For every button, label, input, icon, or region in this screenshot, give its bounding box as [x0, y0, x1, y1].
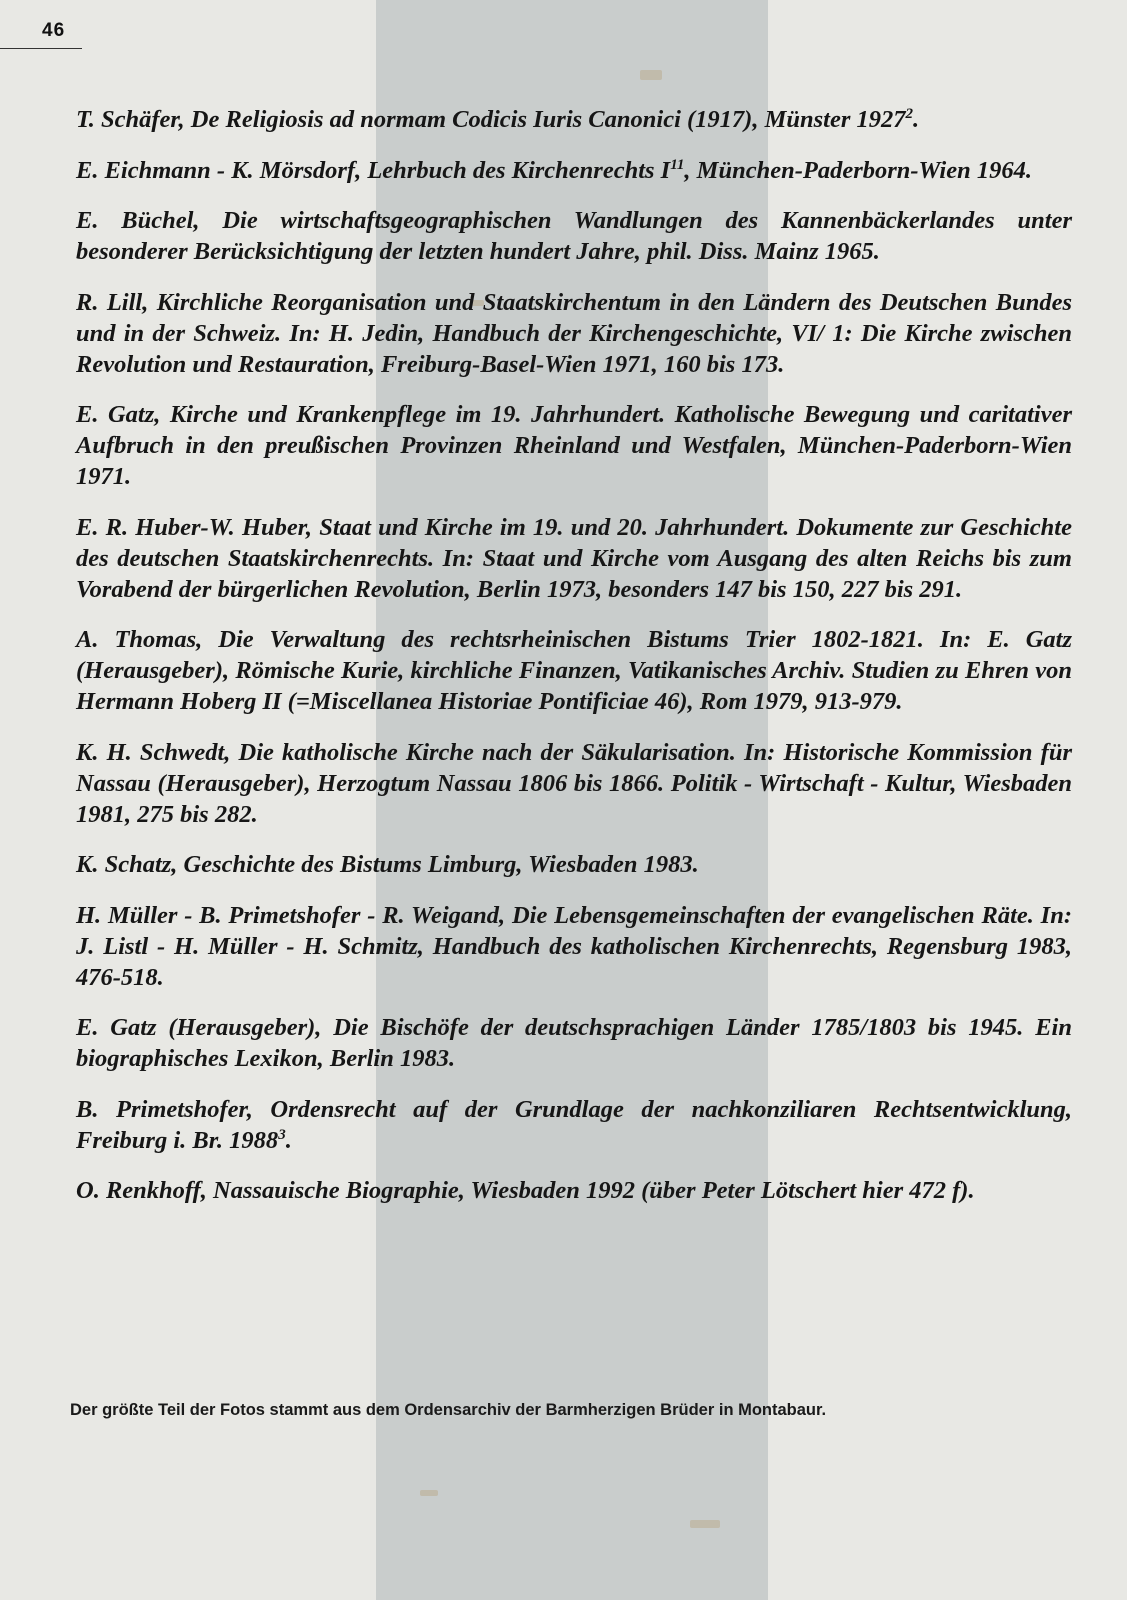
entry-superscript: 11	[670, 156, 685, 173]
entry-text: T. Schäfer, De Religiosis ad normam Codicis Iuris Canonici (1917), Münster 1927	[76, 106, 906, 133]
bibliography-entry	[76, 205, 1072, 267]
entry-text: K. H. Schwedt, Die katholische Kirche nach der Säkularisation. In: Historische Kommission für Nassau (Herausgeber), Herzogtum Nassau 1806 bis 1866. Politik - Wirtschaft - Kultur, Wiesbaden 1981, 275 bis 282.	[76, 738, 1072, 828]
bibliography-entry	[76, 287, 1072, 380]
entry-tail: , München-Paderborn-Wien 1964.	[684, 156, 1032, 184]
entry-text: E. Gatz, Kirche und Krankenpflege im 19. Jahrhundert. Katholische Bewegung und caritativer Aufbruch in den preußischen Provinzen Rheinland und Westfalen, München-Paderborn-Wien 1971.	[76, 401, 1072, 490]
bibliography-entry	[76, 104, 1072, 135]
bibliography-entry	[76, 512, 1072, 605]
entry-superscript: 3	[278, 1126, 286, 1143]
paper-fleck	[690, 1520, 720, 1528]
entry-text: E. Gatz (Herausgeber), Die Bischöfe der deutschsprachigen Länder 1785/1803 bis 1945. Ein biographisches Lexikon, Berlin 1983.	[76, 1014, 1072, 1072]
entry-superscript: 2	[905, 105, 913, 122]
entry-text: R. Lill, Kirchliche Reorganisation und Staatskirchentum in den Ländern des Deutschen Bundes und in der Schweiz. In: H. Jedin, Handbuch der Kirchengeschichte, VI/ 1: Die Kirche zwischen Revolution und Restauration, Freiburg-Basel-Wien 1971, 160 bis 173.	[76, 288, 1072, 378]
bibliography-entry	[76, 1094, 1072, 1156]
bibliography-entry	[76, 737, 1072, 830]
entry-text: E. Eichmann - K. Mörsdorf, Lehrbuch des Kirchenrechts I	[76, 156, 671, 184]
bibliography-entry	[76, 1175, 1072, 1206]
bibliography-list	[76, 104, 1072, 1226]
bibliography-entry	[76, 849, 1072, 880]
paper-fleck	[640, 70, 662, 80]
entry-text: E. Büchel, Die wirtschaftsgeographischen Wandlungen des Kannenbäckerlandes unter besonderer Berücksichtigung der letzten hundert Jahre, phil. Diss. Mainz 1965.	[76, 207, 1072, 265]
bibliography-entry	[76, 399, 1072, 492]
entry-tail: .	[913, 106, 920, 133]
entry-tail: .	[285, 1126, 292, 1154]
page-number: 46	[42, 20, 66, 41]
photo-credit: Der größte Teil der Fotos stammt aus dem Ordensarchiv der Barmherzigen Brüder in Montabaur.	[70, 1401, 827, 1419]
bibliography-entry	[76, 900, 1072, 993]
paper-fleck	[420, 1490, 438, 1496]
page-number-rule	[0, 48, 82, 49]
entry-text: H. Müller - B. Primetshofer - R. Weigand, Die Lebensgemeinschaften der evangelischen Räte. In: J. Listl - H. Müller - H. Schmitz, Handbuch des katholischen Kirchenrechts, Regensburg 1983, 476-518.	[76, 901, 1072, 991]
bibliography-entry	[76, 1012, 1072, 1074]
entry-text: A. Thomas, Die Verwaltung des rechtsrheinischen Bistums Trier 1802-1821. In: E. Gatz (Herausgeber), Römische Kurie, kirchliche Finanzen, Vatikanisches Archiv. Studien zu Ehren von Hermann Hoberg II (=Miscellanea Historiae Pontificiae 46), Rom 1979, 913-979.	[76, 626, 1072, 715]
bibliography-entry	[76, 155, 1072, 186]
entry-text: B. Primetshofer, Ordensrecht auf der Grundlage der nachkonziliaren Rechtsentwicklung, Freiburg i. Br. 1988	[76, 1095, 1072, 1154]
entry-text: K. Schatz, Geschichte des Bistums Limburg, Wiesbaden 1983.	[76, 851, 699, 878]
entry-text: O. Renkhoff, Nassauische Biographie, Wiesbaden 1992 (über Peter Lötschert hier 472 f).	[76, 1177, 975, 1204]
entry-text: E. R. Huber-W. Huber, Staat und Kirche im 19. und 20. Jahrhundert. Dokumente zur Geschichte des deutschen Staatskirchenrechts. In: Staat und Kirche vom Ausgang des alten Reichs bis zum Vorabend der bürgerlichen Revolution, Berlin 1973, besonders 147 bis 150, 227 bis 291.	[76, 513, 1072, 603]
bibliography-entry	[76, 624, 1072, 717]
